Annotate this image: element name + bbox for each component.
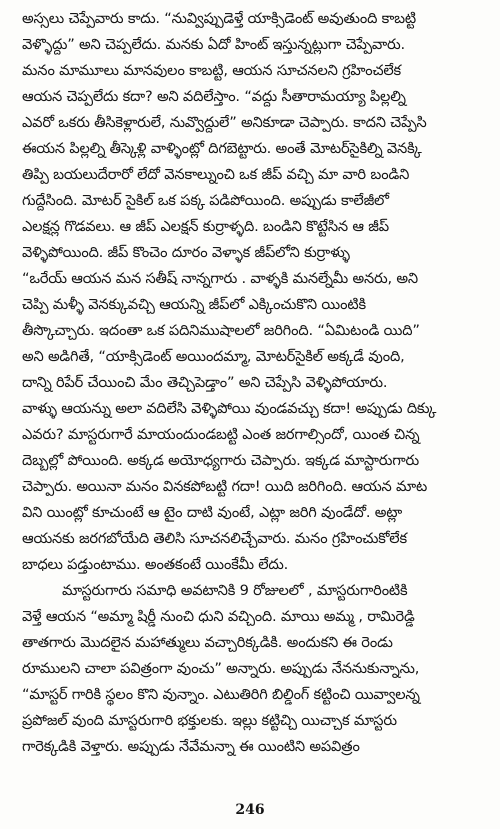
text-line: దాన్ని రిపేర్ చేయించి మేం తెచ్చిపెడ్తాం” అని చెప్పేసి వెళ్ళిపోయారు.	[22, 374, 388, 391]
text-line: వెళ్ళిపోయింది. జీప్ కొంచెం దూరం వెళ్ళాక జీప్‌లోని కుర్రాళ్ళు	[22, 244, 350, 261]
text-line: వెళ్ళొద్దు” అని చెప్పలేదు. మనకు ఏదో హింట్ ఇస్తున్నట్లుగా చెప్పేవారు.	[22, 36, 405, 53]
body-text	[22, 6, 484, 760]
text-line: ఆయనకు జరగబోయేది తెలిసి సూచనలిచ్చేవారు. మనం గ్రహించుకోలేక	[22, 530, 407, 547]
text-line: విని యింట్లో కూచుంటే ఆ టైం దాటి వుంటే, ఎట్లా జరిగి వుండేదో. అట్లా	[22, 504, 403, 521]
text-line: అని అడిగితే, “యాక్సిడెంట్ అయిందమ్మా, మోటర్‌సైకిల్ అక్కడే వుంది,	[22, 348, 405, 365]
text-line: బాధలు పడ్తుంటాము. అంతకంటే యింకేమీ లేదు.	[22, 556, 289, 573]
text-line: ఆయన చెప్పలేదు కదా? అని వదిలేస్తాం. “వద్దు సీతారామయ్యా పిల్లల్ని	[22, 88, 406, 105]
text-line: వాళ్ళు ఆయన్ను అలా వదిలేసి వెళ్ళిపోయి వుండవచ్చు కదా! అప్పుడు దిక్కు	[22, 400, 437, 417]
text-line: తాతగారు మొదలైన మహాత్ములు వచ్చారిక్కడికి. అందుకని ఈ రెండు	[22, 634, 393, 651]
paragraph-start-line: మాస్టరుగారు సమాధి అవటానికి 9 రోజులలో , మాస్టరుగారింటికి	[62, 582, 408, 599]
text-line: గారెక్కడికి వెళ్తారు. అప్పుడు నేవేమన్నా ఈ యింటిని అపవిత్రం	[22, 738, 360, 755]
text-line: చెప్పారు. అయినా మనం వినకపోబట్టి గదా! యిది జరిగింది. ఆయన మాట	[22, 478, 428, 495]
text-line: మనం మామూలు మానవులం కాబట్టి, ఆయన సూచనలని గ్రహించలేక	[22, 62, 401, 79]
text-line: ఎవరు? మాస్టరుగారే మాయందుండబట్టి ఎంత జరగాల్సిందో, యింత చిన్న	[22, 426, 420, 443]
text-line: వెళ్తే ఆయన “అమ్మా షిర్డీ నుంచి ధుని వచ్చింది. మాయి అమ్మ , రామిరెడ్డి	[22, 608, 415, 625]
text-line: తిప్పి బయలుదేరారో లేదో వెనకాల్నుంచి ఒక జీప్ వచ్చి మా వారి బండిని	[22, 166, 410, 183]
text-line: రూములని చాలా పవిత్రంగా వుంచు” అన్నారు. అప్పుడు నేననుకున్నాను,	[22, 660, 420, 677]
text-line: తీస్కొచ్చారు. ఇదంతా ఒక పదినిముషాలలో జరిగింది. “ఏమిటండి యిది”	[22, 322, 420, 339]
text-line: “మాస్టర్ గారికి స్థలం కొని వున్నాం. ఎటుతిరిగి బిల్డింగ్ కట్టించి యివ్వాలన్న	[22, 686, 420, 703]
text-line: గుద్దేసింది. మోటర్ సైకిల్ ఒక పక్క పడిపోయింది. అప్పుడు కాలేజీలో	[22, 192, 389, 209]
text-line: ప్రపోజల్ వుంది మాస్టరుగారి భక్తులకు. ఇల్లు కట్టిచ్చి యిచ్చాక మాస్టరు	[22, 712, 397, 729]
page-number: 246	[235, 802, 265, 818]
text-line: ఈయన పిల్లల్ని తీస్కెళ్లి వాళ్ళింట్లో దిగబెట్టారు. అంతే మోటర్‌సైకిల్ని వెనక్కి	[22, 140, 422, 157]
text-line: ఎలక్షన్ల గొడవలు. ఆ జీప్ ఎలక్షన్ కుర్రాళ్ళది. బండిని కొట్టేసిన ఆ జీప్	[22, 218, 389, 235]
text-line: “ఒరేయ్ ఆయన మన సతీష్ నాన్నగారు . వాళ్ళకి మనల్నేమీ అనరు, అని	[22, 270, 418, 287]
text-line: చెప్పి మళ్ళీ వెనక్కువచ్చి ఆయన్ని జీప్‌లో ఎక్కించుకొని యింటికి	[22, 296, 366, 313]
text-line: ఎవరో ఒకరు తీసికెళ్లారులే, నువ్వొద్దులే” అనికూడా చెప్పారు. కాదని చెప్పేసి	[22, 114, 427, 131]
text-line: అస్సలు చెప్పేవారు కాదు. “నువ్విప్పుడెళ్తే యాక్సిడెంట్ అవుతుంది కాబట్టి	[22, 10, 416, 27]
text-line: దెబ్బల్లో పోయింది. అక్కడ అయోధ్యగారు చెప్పారు. ఇక్కడ మాస్టారుగారు	[22, 452, 419, 469]
